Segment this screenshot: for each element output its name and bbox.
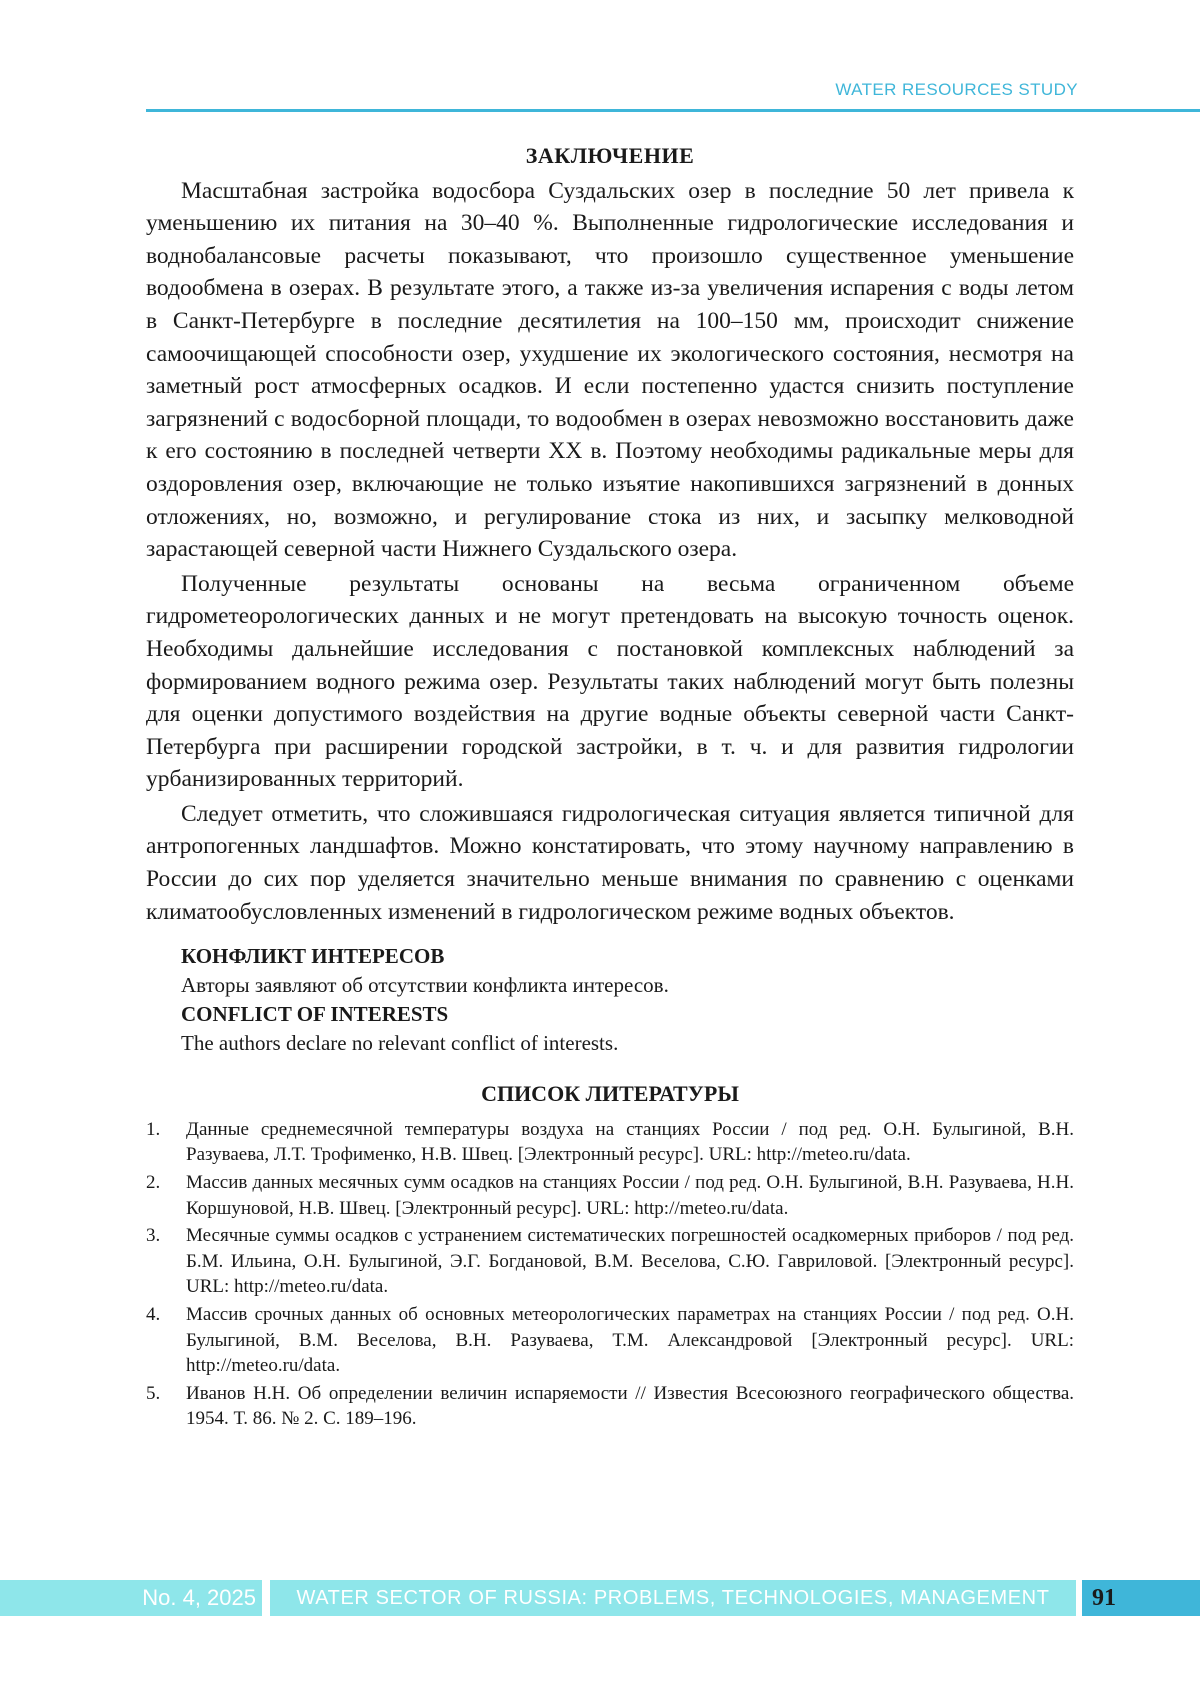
footer-issue: No. 4, 2025 (0, 1580, 262, 1616)
section-title-conclusion: ЗАКЛЮЧЕНИЕ (525, 143, 695, 168)
reference-text: Данные среднемесячной температуры воздуха на станциях России / под ред. О.Н. Булыгиной, В.Н. Разуваева, Л.Т. Трофименко, Н.В. Швец. [Электронный ресурс]. URL: http://meteo.ru/data. (186, 1118, 1074, 1166)
running-header: WATER RESOURCES STUDY (835, 80, 1078, 99)
paragraph: Следует отметить, что сложившаяся гидрологическая ситуация является типичной для антропогенных ландшафтов. Можно констатировать, что этому научному направлению в России до сих пор уделяется значительно меньше внимания по сравнению с оценками климатообусловленных изменений в гидрологическом режиме водных объектов. (146, 800, 1074, 925)
paragraph: Полученные результаты основаны на весьма ограниченном объеме гидрометеорологических данных и не могут претендовать на высокую точность оценок. Необходимы дальнейшие исследования с постановкой комплексных наблюдений за формированием водного режима озер. Результаты таких наблюдений могут быть полезны для оценки допустимого воздействия на другие водные объекты северной части Санкт-Петербурга при расширении городской застройки, в т. ч. и для развития гидрологии урбанизированных территорий. (146, 570, 1074, 793)
conflict-heading-ru: КОНФЛИКТ ИНТЕРЕСОВ (181, 944, 445, 969)
reference-item (146, 1223, 1074, 1300)
reference-number: 3. (146, 1225, 161, 1247)
conflict-heading-en: CONFLICT OF INTERESTS (181, 1002, 449, 1027)
footer-journal-title: WATER SECTOR OF RUSSIA: PROBLEMS, TECHNOLOGIES, MANAGEMENT (270, 1580, 1076, 1616)
reference-item (146, 1170, 1074, 1221)
page-footer (0, 1580, 1200, 1616)
conflict-of-interests (181, 942, 1074, 1058)
page-content (146, 140, 1074, 1434)
reference-text: Месячные суммы осадков с устранением систематических погрешностей осадкомерных приборов / под ред. Б.М. Ильина, О.Н. Булыгиной, Э.Г. Богдановой, В.М. Веселова, С.Ю. Гавриловой. [Электронный ресурс]. URL: http://meteo.ru/data. (186, 1225, 1074, 1298)
references-title: СПИСОК ЛИТЕРАТУРЫ (481, 1081, 739, 1107)
reference-text: Массив срочных данных об основных метеорологических параметрах на станциях России / под ред. О.Н. Булыгиной, В.М. Веселова, В.Н. Разуваева, Т.М. Александровой [Электронный ресурс]. URL: http://meteo.ru/data. (186, 1304, 1074, 1377)
reference-list (146, 1117, 1074, 1432)
conflict-text-en: The authors declare no relevant conflict of interests. (181, 1031, 619, 1056)
reference-number: 4. (146, 1304, 161, 1325)
page-number: 91 (1082, 1580, 1200, 1616)
paragraph: Масштабная застройка водосбора Суздальских озер в последние 50 лет привела к уменьшению их питания на 30–40 %. Выполненные гидрологические исследования и воднобалансовые расчеты показывают, что произошло существенное уменьшение водообмена в озерах. В результате этого, а также из-за увеличения испарения с воды летом в Санкт-Петербурге в последние десятилетия на 100–150 мм, происходит снижение самоочищающей способности озер, ухудшение их экологического состояния, несмотря на заметный рост атмосферных осадков. И если постепенно удастся снизить поступление загрязнений с водосборной площади, то водообмен в озерах невозможно восстановить даже к его состоянию в последней четверти XX в. Поэтому необходимы радикальные меры для оздоровления озер, включающие не только изъятие накопившихся загрязнений в донных отложениях, но, возможно, и регулирование стока из них, и засыпку мелководной зарастающей северной части Нижнего Суздальского озера. (146, 177, 1074, 563)
conflict-text-ru: Авторы заявляют об отсутствии конфликта интересов. (181, 973, 669, 998)
reference-text: Иванов Н.Н. Об определении величин испаряемости // Известия Всесоюзного географического общества. 1954. Т. 86. № 2. С. 189–196. (186, 1382, 1074, 1430)
reference-number: 5. (146, 1382, 161, 1404)
reference-item (146, 1302, 1074, 1379)
header-rule (146, 109, 1200, 112)
reference-text: Массив данных месячных сумм осадков на станциях России / под ред. О.Н. Булыгиной, В.Н. Разуваева, Н.Н. Коршуновой, Н.В. Швец. [Электронный ресурс]. URL: http://meteo.ru/data. (186, 1172, 1074, 1219)
reference-number: 1. (146, 1118, 161, 1140)
reference-number: 2. (146, 1172, 161, 1194)
reference-item (146, 1117, 1074, 1168)
reference-item (146, 1381, 1074, 1432)
